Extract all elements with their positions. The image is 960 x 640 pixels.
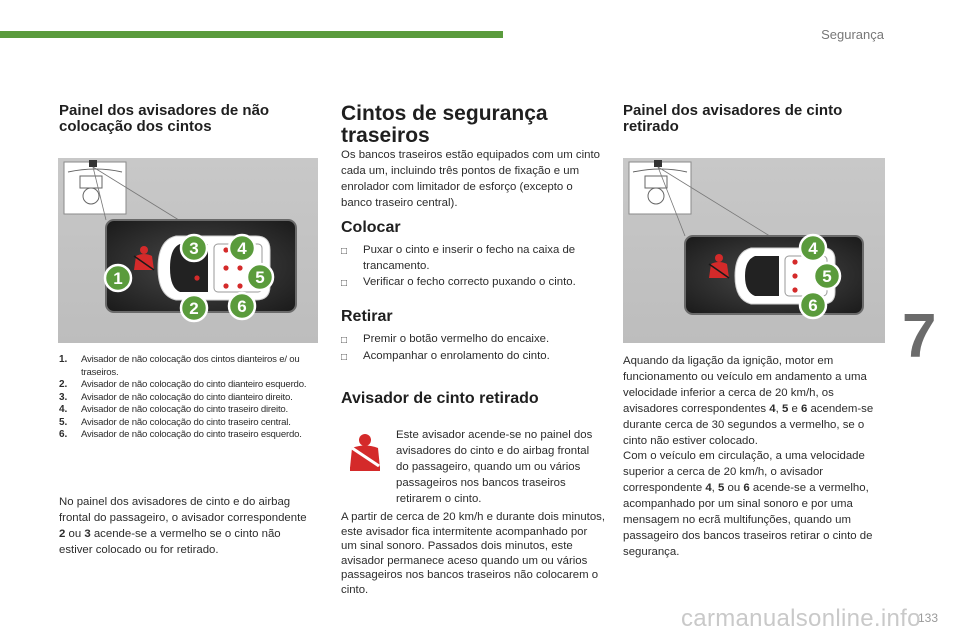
list-item: □ Puxar o cinto e inserir o fecho na caixa de trancamento. [341, 243, 603, 275]
section-name: Segurança [821, 27, 884, 42]
col2-intro-paragraph: Os bancos traseiros estão equipados com um cinto cada um, incluindo três pontos de fixação e um enrolador com limitador de esforço (excepto o banco traseiro central). [341, 149, 600, 209]
checkbox-bullet-icon: □ [341, 246, 348, 257]
svg-text:4: 4 [237, 239, 247, 258]
legend-item: 6. Avisador de não colocação do cinto traseiro esquerdo. [59, 429, 302, 440]
list-item: □ Verificar o fecho correcto puxando o cinto. [341, 275, 603, 292]
section-accent-bar [0, 31, 503, 38]
badge-2 [181, 295, 207, 321]
badge-3 [181, 235, 207, 261]
rear-belt-warning-panel-illustration [623, 158, 885, 343]
legend-item: 4. Avisador de não colocação do cinto traseiro direito. [59, 404, 289, 415]
col1-paragraph: No painel dos avisadores de cinto e do airbag frontal do passageiro, o avisador correspondente 2 ou 3 acende-se a vermelho se o cinto não estiver colocado ou for retirado. [59, 496, 307, 556]
svg-text:1: 1 [113, 269, 123, 288]
svg-text:3: 3 [189, 239, 199, 258]
col1-heading: Painel dos avisadores de não colocação dos cintos [59, 102, 270, 135]
seatbelt-warning-icon [346, 432, 384, 472]
svg-text:2: 2 [189, 299, 199, 318]
badge-6 [800, 292, 826, 318]
retirar-list [341, 332, 603, 366]
rear-panel-drawing [623, 158, 885, 343]
col3-paragraph: Aquando da ligação da ignição, motor em funcionamento ou veículo em andamento a uma velocidade inferior a cerca de 20 km/h, os avisadores correspondentes 4, 5 e 6 acendem-se durante cerca de 30 segundos a vermelho, se o cinto não estiver colocado. Com o veículo em circulação, a uma velocidade superior a cerca de 20 km/h, o avisador correspondente 4, 5 ou 6 acende-se a vermelho, acompanhado por um sinal sonoro e por uma mensagem no ecrã multifunções, quando um passageiro dos bancos traseiros retirar o cinto de segurança. [623, 355, 874, 558]
checkbox-bullet-icon: □ [341, 351, 348, 363]
badge-4 [800, 235, 826, 261]
legend-list [59, 354, 319, 442]
list-item: □ Acompanhar o enrolamento do cinto. [341, 349, 603, 366]
badge-6 [229, 293, 255, 319]
svg-text:6: 6 [808, 296, 818, 315]
chapter-number: 7 [902, 302, 937, 371]
checkbox-bullet-icon: □ [341, 335, 348, 346]
badge-4 [229, 235, 255, 261]
legend-item: 5. Avisador de não colocação do cinto traseiro central. [59, 416, 291, 428]
checkbox-bullet-icon: □ [341, 277, 348, 289]
avisador-paragraph: Este avisador acende-se no painel dos avisadores do cinto e do airbag frontal do passageiro, quando um ou vários passageiros nos bancos traseiros retirarem o cinto. [396, 429, 593, 505]
watermark: carmanualsonline.info [681, 605, 921, 632]
legend-item: 1. Avisador de não colocação dos cintos dianteiros e/ ou traseiros. [59, 354, 300, 378]
page-number: 133 [917, 611, 938, 625]
avisador-final-paragraph: A partir de cerca de 20 km/h e durante dois minutos, este avisador fica intermitente acompanhado por um sinal sonoro. Passados dois minutos, este avisador permanece aceso quando um ou vários passageiros nos bancos traseiros não colocarem o cinto. [341, 511, 606, 596]
svg-text:5: 5 [822, 267, 832, 286]
retirar-heading: Retirar [341, 308, 393, 325]
dashboard-warning-panel-illustration [58, 158, 318, 343]
legend-item: 2. Avisador de não colocação do cinto dianteiro esquerdo. [59, 379, 307, 390]
col2-heading: Cintos de segurança traseiros [341, 102, 548, 147]
svg-text:4: 4 [808, 239, 818, 258]
legend-item: 3. Avisador de não colocação do cinto dianteiro direito. [59, 391, 293, 403]
avisador-heading: Avisador de cinto retirado [341, 390, 539, 407]
list-item: □ Premir o botão vermelho do encaixe. [341, 332, 603, 349]
svg-text:6: 6 [237, 297, 247, 316]
badge-1 [105, 265, 131, 291]
col3-heading: Painel dos avisadores de cinto retirado [623, 102, 843, 135]
svg-text:5: 5 [255, 268, 265, 287]
badge-5 [247, 264, 273, 290]
dashboard-panel-drawing [58, 158, 318, 343]
badge-5 [814, 263, 840, 289]
colocar-heading: Colocar [341, 219, 401, 236]
colocar-list [341, 243, 603, 292]
